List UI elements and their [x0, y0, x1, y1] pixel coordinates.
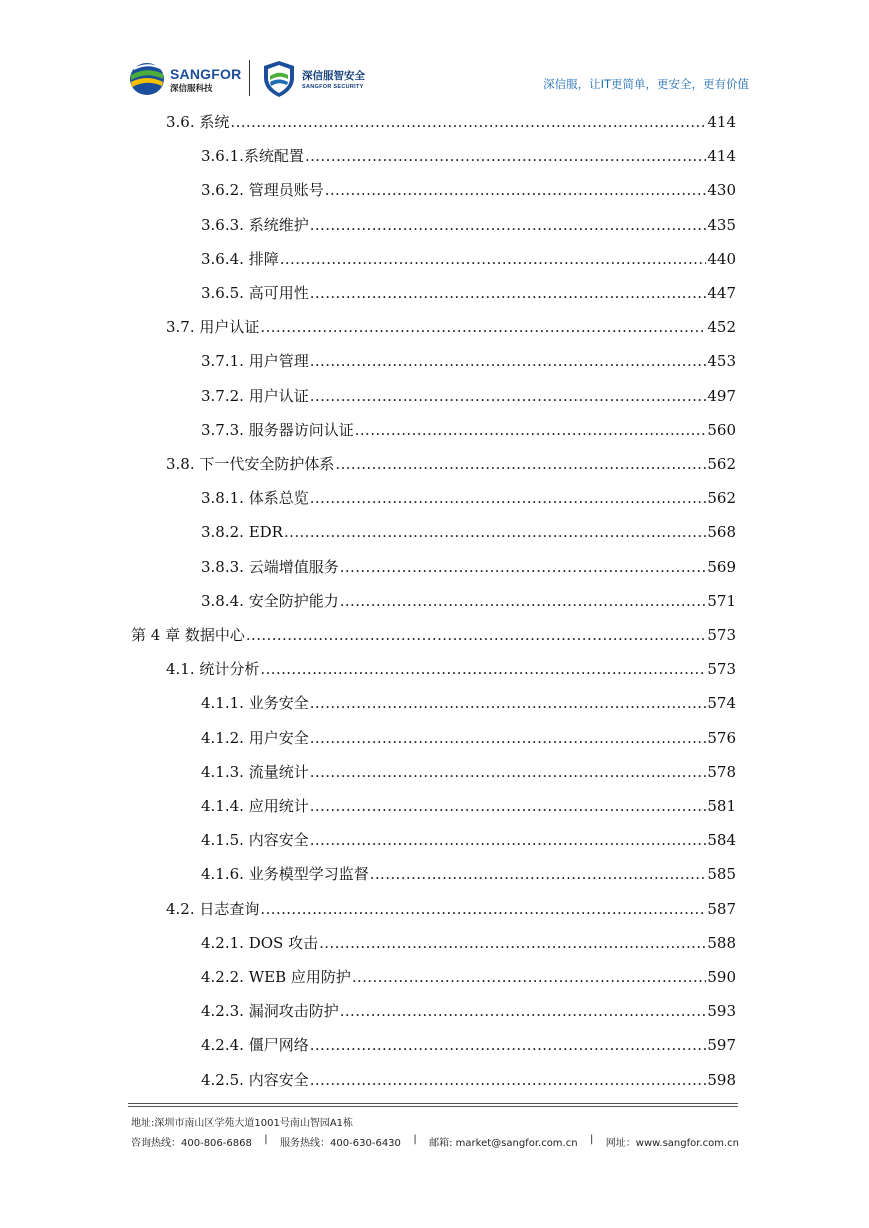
toc-entry-page: 590: [707, 968, 736, 986]
sangfor-logo: [128, 60, 248, 100]
toc-entry[interactable]: [201, 863, 736, 885]
toc-entry-label: 3.8.3. 云端增值服务: [201, 557, 339, 576]
toc-entry[interactable]: [201, 1034, 736, 1056]
toc-entry[interactable]: [201, 282, 736, 304]
toc-entry-page: 453: [707, 352, 736, 371]
toc-entry-label: 4.2.3. 漏洞攻击防护: [201, 1002, 339, 1021]
service-hotline: 服务热线：400-630-6430: [280, 1138, 401, 1149]
toc-leader-dots: [355, 419, 707, 441]
toc-leader-dots: [310, 727, 707, 749]
toc-entry-label: 3.7. 用户认证: [166, 318, 260, 337]
toc-entry[interactable]: [201, 248, 736, 270]
toc-entry-page: 578: [707, 762, 736, 781]
toc-entry-label: 3.8.1. 体系总览: [201, 489, 309, 508]
toc-entry-page: 574: [707, 694, 736, 713]
toc-entry-page: 581: [707, 797, 736, 815]
toc-entry-page: 585: [707, 865, 736, 884]
toc-leader-dots: [310, 385, 707, 407]
footer-address: 地址:深圳市南山区学苑大道1001号南山智园A1栋: [131, 1118, 354, 1129]
toc-entry[interactable]: [131, 624, 736, 646]
toc-leader-dots: [310, 214, 707, 236]
toc-leader-dots: [310, 829, 707, 851]
security-chinese-name: 深信服智安全: [302, 70, 365, 82]
toc-leader-dots: [260, 898, 706, 920]
toc-leader-dots: [325, 179, 707, 201]
toc-entry[interactable]: [166, 316, 736, 338]
toc-leader-dots: [340, 590, 707, 612]
toc-entry[interactable]: [201, 385, 736, 407]
toc-entry-page: 568: [707, 523, 736, 542]
toc-entry-page: 576: [707, 728, 736, 747]
footer-separator: |: [590, 1134, 594, 1145]
toc-leader-dots: [310, 1034, 707, 1056]
toc-leader-dots: [310, 282, 707, 304]
toc-entry-label: 4.1.4. 应用统计: [201, 797, 309, 815]
toc-entry-page: 452: [707, 318, 736, 337]
toc-entry-page: 562: [707, 489, 736, 508]
toc-entry[interactable]: [201, 1069, 736, 1091]
toc-entry-page: 571: [707, 591, 736, 610]
toc-entry-page: 414: [707, 147, 736, 166]
toc-leader-dots: [280, 248, 707, 270]
toc-entry-label: 4.1.6. 业务模型学习监督: [201, 865, 369, 884]
footer-separator: |: [264, 1134, 268, 1145]
toc-entry-label: 3.6.1.系统配置: [201, 147, 304, 166]
toc-entry-page: 597: [707, 1036, 736, 1055]
toc-entry-page: 562: [707, 455, 736, 473]
slogan: 深信服，让IT更简单，更安全，更有价值: [543, 77, 749, 91]
shield-icon: [262, 60, 296, 98]
sangfor-logo-icon: [128, 60, 166, 98]
toc-leader-dots: [260, 658, 706, 680]
toc-entry-label: 3.6.3. 系统维护: [201, 215, 309, 234]
security-english-name: SANGFOR SECURITY: [302, 84, 364, 90]
toc-entry[interactable]: [201, 179, 736, 201]
toc-entry-label: 4.1.3. 流量统计: [201, 762, 309, 781]
toc-entry[interactable]: [201, 761, 736, 783]
toc-entry[interactable]: [201, 556, 736, 578]
toc-entry-page: 435: [707, 215, 736, 234]
toc-entry-page: 497: [707, 386, 736, 405]
toc-entry-page: 584: [707, 831, 736, 850]
toc-entry-label: 3.6.5. 高可用性: [201, 284, 309, 302]
toc-leader-dots: [335, 453, 706, 475]
toc-entry-page: 569: [707, 557, 736, 576]
toc-entry-label: 3.8.2. EDR: [201, 523, 283, 542]
toc-leader-dots: [370, 863, 707, 885]
toc-leader-dots: [310, 1069, 707, 1091]
toc-entry-label: 3.6. 系统: [166, 113, 230, 131]
toc-entry-label: 4.2.4. 僵尸网络: [201, 1036, 309, 1055]
toc-leader-dots: [319, 932, 706, 954]
toc-entry[interactable]: [201, 795, 736, 817]
toc-entry[interactable]: [201, 829, 736, 851]
footer-divider: [128, 1103, 738, 1104]
toc-entry-label: 4.2.1. DOS 攻击: [201, 933, 319, 952]
toc-leader-dots: [305, 145, 706, 167]
toc-entry-label: 3.7.1. 用户管理: [201, 352, 309, 371]
toc-entry[interactable]: [166, 658, 736, 680]
toc-entry-label: 3.6.4. 排障: [201, 249, 279, 268]
sangfor-security-logo: [262, 60, 382, 100]
toc-entry[interactable]: [166, 111, 736, 133]
toc-entry[interactable]: [201, 727, 736, 749]
toc-entry-label: 4.2. 日志查询: [166, 899, 260, 918]
toc-entry-label: 4.2.2. WEB 应用防护: [201, 968, 351, 986]
toc-leader-dots: [340, 1000, 707, 1022]
toc-leader-dots: [310, 761, 707, 783]
email: 邮箱: market@sangfor.com.cn: [429, 1138, 578, 1149]
toc-entry-label: 4.1.1. 业务安全: [201, 694, 309, 713]
toc-entry[interactable]: [201, 521, 736, 543]
toc-entry[interactable]: [201, 692, 736, 714]
toc-entry-page: 598: [707, 1070, 736, 1089]
toc-entry[interactable]: [166, 898, 736, 920]
toc-leader-dots: [284, 521, 706, 543]
toc-entry[interactable]: [201, 214, 736, 236]
toc-entry-page: 560: [707, 420, 736, 439]
toc-leader-dots: [310, 692, 707, 714]
toc-entry-page: 447: [707, 284, 736, 302]
toc-entry-page: 414: [707, 113, 736, 131]
toc-leader-dots: [310, 487, 707, 509]
toc-entry[interactable]: [201, 419, 736, 441]
footer-divider: [128, 1106, 738, 1107]
toc-entry-label: 3.7.2. 用户认证: [201, 386, 309, 405]
toc-entry[interactable]: [201, 350, 736, 372]
brand-name: SANGFOR: [170, 66, 242, 82]
toc-leader-dots: [340, 556, 707, 578]
toc-entry-page: 430: [707, 181, 736, 200]
toc-entry-page: 587: [707, 899, 736, 918]
toc-entry[interactable]: [201, 1000, 736, 1022]
footer-separator: |: [413, 1134, 417, 1145]
page-header: [0, 0, 869, 110]
toc-leader-dots: [230, 111, 706, 133]
toc-entry-page: 593: [707, 1002, 736, 1021]
website: 网址：www.sangfor.com.cn: [605, 1138, 739, 1149]
footer-contacts: [131, 1134, 739, 1149]
toc-entry-label: 第 4 章 数据中心: [131, 626, 245, 644]
logo-divider: [249, 60, 250, 96]
brand-chinese-name: 深信服科技: [170, 84, 213, 94]
toc-entry-label: 3.8. 下一代安全防护体系: [166, 455, 335, 473]
toc-entry[interactable]: [201, 966, 736, 988]
toc-entry-label: 4.2.5. 内容安全: [201, 1070, 309, 1089]
toc-entry-label: 4.1.5. 内容安全: [201, 831, 309, 850]
toc-entry-page: 588: [707, 933, 736, 952]
toc-entry-label: 3.8.4. 安全防护能力: [201, 591, 339, 610]
toc-entry-label: 3.6.2. 管理员账号: [201, 181, 324, 200]
toc-entry[interactable]: [201, 145, 736, 167]
toc-entry[interactable]: [201, 487, 736, 509]
toc-entry[interactable]: [201, 932, 736, 954]
toc-leader-dots: [310, 795, 707, 817]
consult-hotline: 咨询热线：400-806-6868: [131, 1138, 252, 1149]
toc-entry[interactable]: [201, 590, 736, 612]
toc-entry-label: 4.1.2. 用户安全: [201, 728, 309, 747]
toc-entry[interactable]: [166, 453, 736, 475]
toc-entry-label: 3.7.3. 服务器访问认证: [201, 420, 354, 439]
toc-leader-dots: [310, 350, 707, 372]
toc-leader-dots: [260, 316, 706, 338]
toc-entry-page: 573: [707, 626, 736, 644]
toc-entry-page: 440: [707, 249, 736, 268]
toc-leader-dots: [352, 966, 706, 988]
toc-entry-label: 4.1. 统计分析: [166, 660, 260, 679]
toc-leader-dots: [246, 624, 707, 646]
toc-entry-page: 573: [707, 660, 736, 679]
